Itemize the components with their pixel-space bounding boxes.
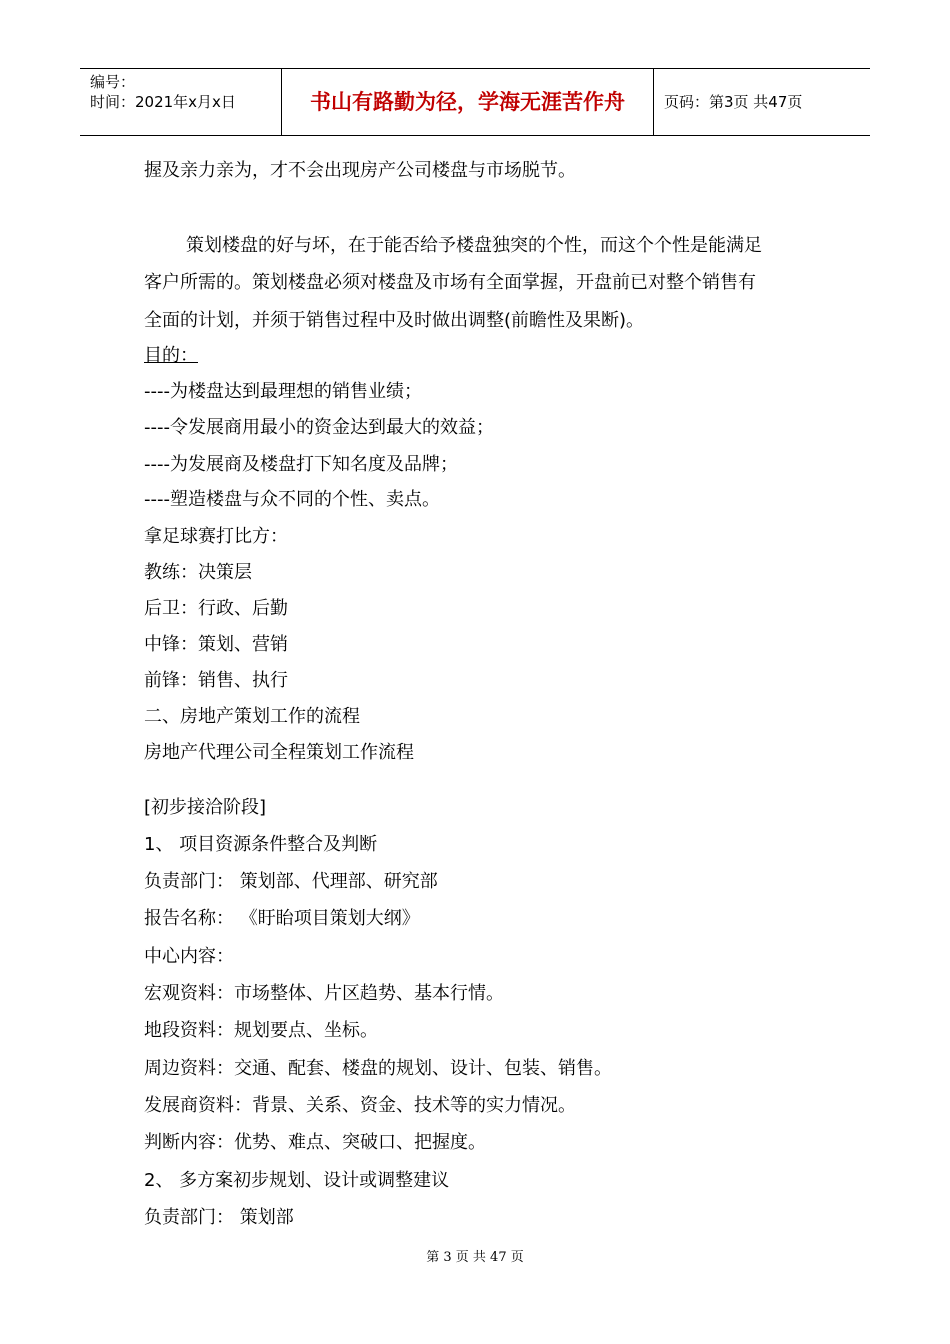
page-footer: 第 3 页 共 47 页 — [426, 1250, 524, 1265]
body-line-25: 发展商资料：背景、关系、资金、技术等的实力情况。 — [144, 1095, 576, 1116]
header-motto: 书山有路勤为径，学海无涯苦作舟 — [282, 69, 654, 135]
number-label: 编号： — [90, 73, 136, 91]
body-line-12: 后卫：行政、后勤 — [144, 598, 288, 619]
body-line-2: 策划楼盘的好与坏，在于能否给予楼盘独突的个性，而这个个性是能满足 — [186, 235, 762, 256]
body-line-24: 周边资料：交通、配套、楼盘的规划、设计、包装、销售。 — [144, 1058, 612, 1079]
body-line-8: ----为发展商及楼盘打下知名度及品牌； — [144, 454, 458, 475]
body-line-28: 负责部门： 策划部 — [144, 1207, 294, 1228]
body-line-20: 报告名称： 《盱眙项目策划大纲》 — [144, 908, 420, 929]
body-line-13: 中锋：策划、营销 — [144, 634, 288, 655]
body-line-21: 中心内容： — [144, 946, 234, 967]
body-line-16: 房地产代理公司全程策划工作流程 — [144, 742, 414, 763]
stage-heading: [初步接洽阶段] — [144, 797, 267, 818]
time-label: 时间：2021年x月x日 — [90, 93, 236, 111]
body-line-3: 客户所需的。策划楼盘必须对楼盘及市场有全面掌握，开盘前已对整个销售有 — [144, 272, 756, 293]
body-line-11: 教练：决策层 — [144, 562, 252, 583]
page-header — [80, 68, 870, 136]
body-line-14: 前锋：销售、执行 — [144, 670, 288, 691]
body-line-22: 宏观资料：市场整体、片区趋势、基本行情。 — [144, 983, 504, 1004]
body-line-6: ----为楼盘达到最理想的销售业绩； — [144, 381, 422, 402]
body-line-26: 判断内容：优势、难点、突破口、把握度。 — [144, 1132, 486, 1153]
body-line-23: 地段资料：规划要点、坐标。 — [144, 1020, 378, 1041]
body-line-19: 负责部门： 策划部、代理部、研究部 — [144, 871, 438, 892]
body-line-18: 1、 项目资源条件整合及判断 — [144, 834, 378, 855]
body-line-7: ----令发展商用最小的资金达到最大的效益； — [144, 417, 494, 438]
header-meta — [80, 69, 282, 135]
body-line-27: 2、 多方案初步规划、设计或调整建议 — [144, 1170, 450, 1191]
header-page-info: 页码：第3页 共47页 — [664, 93, 803, 111]
body-line-10: 拿足球赛打比方： — [144, 526, 288, 547]
purpose-heading: 目的： — [144, 345, 198, 366]
body-line-1: 握及亲力亲为，才不会出现房产公司楼盘与市场脱节。 — [144, 160, 576, 181]
body-line-4: 全面的计划，并须于销售过程中及时做出调整(前瞻性及果断)。 — [144, 310, 645, 331]
section-heading: 二、房地产策划工作的流程 — [144, 706, 360, 727]
body-line-9: ----塑造楼盘与众不同的个性、卖点。 — [144, 489, 440, 510]
